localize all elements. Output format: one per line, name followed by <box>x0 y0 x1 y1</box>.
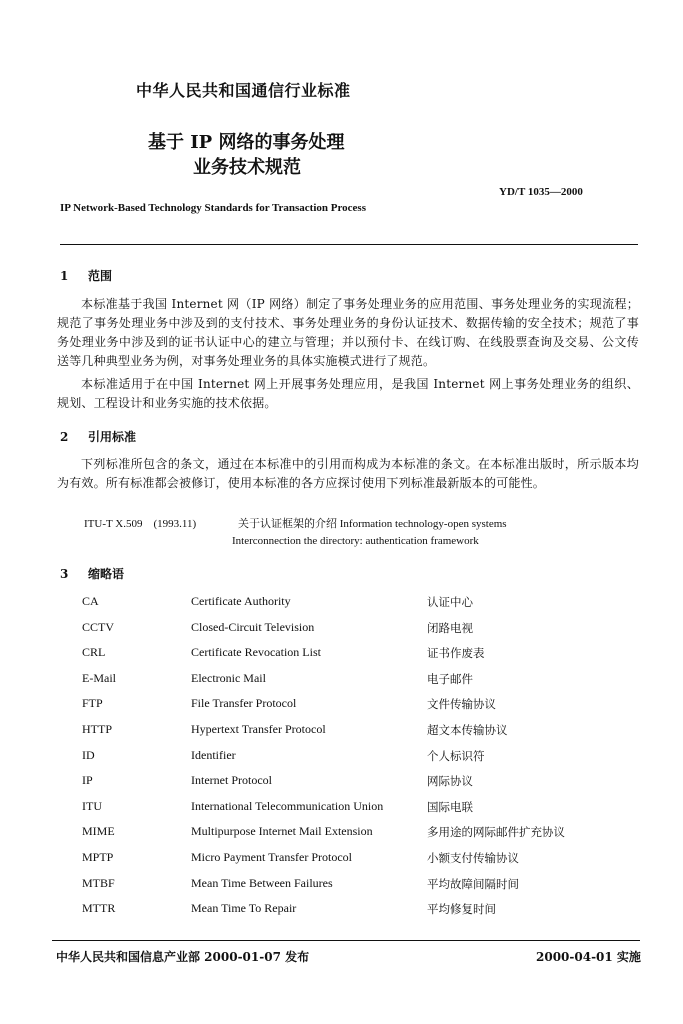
reference-entry <box>84 515 507 531</box>
abbreviation-english: Certificate Authority <box>191 594 291 608</box>
abbreviation-term: ITU <box>82 799 102 813</box>
abbreviation-row <box>0 876 683 896</box>
abbreviation-english: Internet Protocol <box>191 773 272 787</box>
abbreviation-english: Electronic Mail <box>191 671 266 685</box>
section-number: 3 <box>60 567 69 581</box>
section-heading-scope <box>60 267 112 284</box>
abbreviation-english: Hypertext Transfer Protocol <box>191 722 326 736</box>
abbreviation-chinese: 平均故障间隔时间 <box>427 877 519 891</box>
abbreviation-chinese: 多用途的网际邮件扩充协议 <box>427 825 565 839</box>
references-paragraph: 下列标准所包含的条文，通过在本标准中的引用而构成为本标准的条文。在本标准出版时，所示版本均为有效。所有标准都会被修订，使用本标准的各方应探讨使用下列标准最新版本的可能性。 <box>57 457 639 490</box>
abbreviation-english: Identifier <box>191 748 236 762</box>
standard-number: YD/T 1035—2000 <box>499 186 583 198</box>
abbreviation-term: IP <box>82 773 93 787</box>
abbreviation-chinese: 电子邮件 <box>427 672 473 686</box>
document-title-line2: 业务技术规范 <box>193 157 301 178</box>
abbreviation-chinese: 小额支付传输协议 <box>427 851 519 865</box>
section-number: 1 <box>60 269 69 283</box>
reference-title-line1: 关于认证框架的介绍 Information technology-open systems <box>238 518 507 530</box>
abbreviation-row <box>0 799 683 819</box>
footer-divider <box>52 940 640 941</box>
scope-paragraph-2: 本标准适用于在中国 Internet 网上开展事务处理应用，是我国 Internet 网上事务处理业务的组织、规划、工程设计和业务实施的技术依据。 <box>57 377 639 410</box>
abbreviation-chinese: 国际电联 <box>427 800 473 814</box>
abbreviation-chinese: 证书作废表 <box>427 646 485 660</box>
scope-paragraph-1: 本标准基于我国 Internet 网（IP 网络）制定了事务处理业务的应用范围、事务处理业务的实现流程；规范了事务处理业务中涉及到的支付技术、事务处理业务的身份认证技术、数据传输的安全技术；规范了事务处理业务中涉及到的证书认证中心的建立与管理；并以预付卡、在线订购、在线股票查询及交易、公文传送等几种典型业务为例，对事务处理业务的具体实施模式进行了规范。 <box>57 297 639 368</box>
abbreviation-row <box>0 645 683 665</box>
abbreviation-english: File Transfer Protocol <box>191 696 297 710</box>
reference-code: ITU-T X.509 (1993.11) <box>84 518 197 530</box>
section-heading-references <box>60 428 136 445</box>
abbreviation-chinese: 个人标识符 <box>427 749 485 763</box>
abbreviation-term: HTTP <box>82 722 112 736</box>
abbreviation-term: CA <box>82 594 99 608</box>
abbreviation-chinese: 认证中心 <box>427 595 473 609</box>
abbreviation-term: MTTR <box>82 901 116 915</box>
abbreviation-term: MPTP <box>82 850 114 864</box>
abbreviation-chinese: 平均修复时间 <box>427 902 496 916</box>
english-title: IP Network-Based Technology Standards for Transaction Process <box>60 202 366 214</box>
section-number: 2 <box>60 430 69 444</box>
abbreviation-row <box>0 850 683 870</box>
abbreviation-english: Mean Time To Repair <box>191 901 297 915</box>
abbreviation-term: MIME <box>82 824 115 838</box>
abbreviation-term: CRL <box>82 645 106 659</box>
header-divider <box>60 244 638 245</box>
section-title: 引用标准 <box>88 430 137 444</box>
abbreviation-english: Mean Time Between Failures <box>191 876 333 890</box>
abbreviation-term: FTP <box>82 696 103 710</box>
abbreviation-row <box>0 594 683 614</box>
abbreviation-english: International Telecommunication Union <box>191 799 384 813</box>
abbreviation-row <box>0 901 683 921</box>
abbreviation-english: Certificate Revocation List <box>191 645 321 659</box>
abbreviation-english: Closed-Circuit Television <box>191 620 315 634</box>
abbreviation-row <box>0 620 683 640</box>
abbreviation-chinese: 闭路电视 <box>427 621 473 635</box>
abbreviation-chinese: 网际协议 <box>427 774 473 788</box>
publication-info: 中华人民共和国信息产业部 2000-01-07 发布 <box>56 950 310 964</box>
abbreviation-row <box>0 748 683 768</box>
section-title: 缩略语 <box>88 567 125 581</box>
abbreviation-chinese: 文件传输协议 <box>427 697 496 711</box>
section-title: 范围 <box>88 269 113 283</box>
abbreviation-term: MTBF <box>82 876 115 890</box>
issuing-organization: 中华人民共和国通信行业标准 <box>136 81 351 100</box>
abbreviation-english: Multipurpose Internet Mail Extension <box>191 824 373 838</box>
section-heading-abbreviations <box>60 565 124 582</box>
abbreviation-chinese: 超文本传输协议 <box>427 723 508 737</box>
abbreviation-row <box>0 696 683 716</box>
abbreviation-row <box>0 824 683 844</box>
abbreviation-row <box>0 722 683 742</box>
abbreviation-term: CCTV <box>82 620 115 634</box>
abbreviation-row <box>0 671 683 691</box>
abbreviation-row <box>0 773 683 793</box>
implementation-date: 2000-04-01 实施 <box>536 950 641 964</box>
abbreviation-english: Micro Payment Transfer Protocol <box>191 850 352 864</box>
abbreviation-term: E-Mail <box>82 671 116 685</box>
document-title-line1: 基于 IP 网络的事务处理 <box>148 132 345 153</box>
abbreviation-term: ID <box>82 748 95 762</box>
reference-title-line2: Interconnection the directory: authentication framework <box>232 535 479 547</box>
